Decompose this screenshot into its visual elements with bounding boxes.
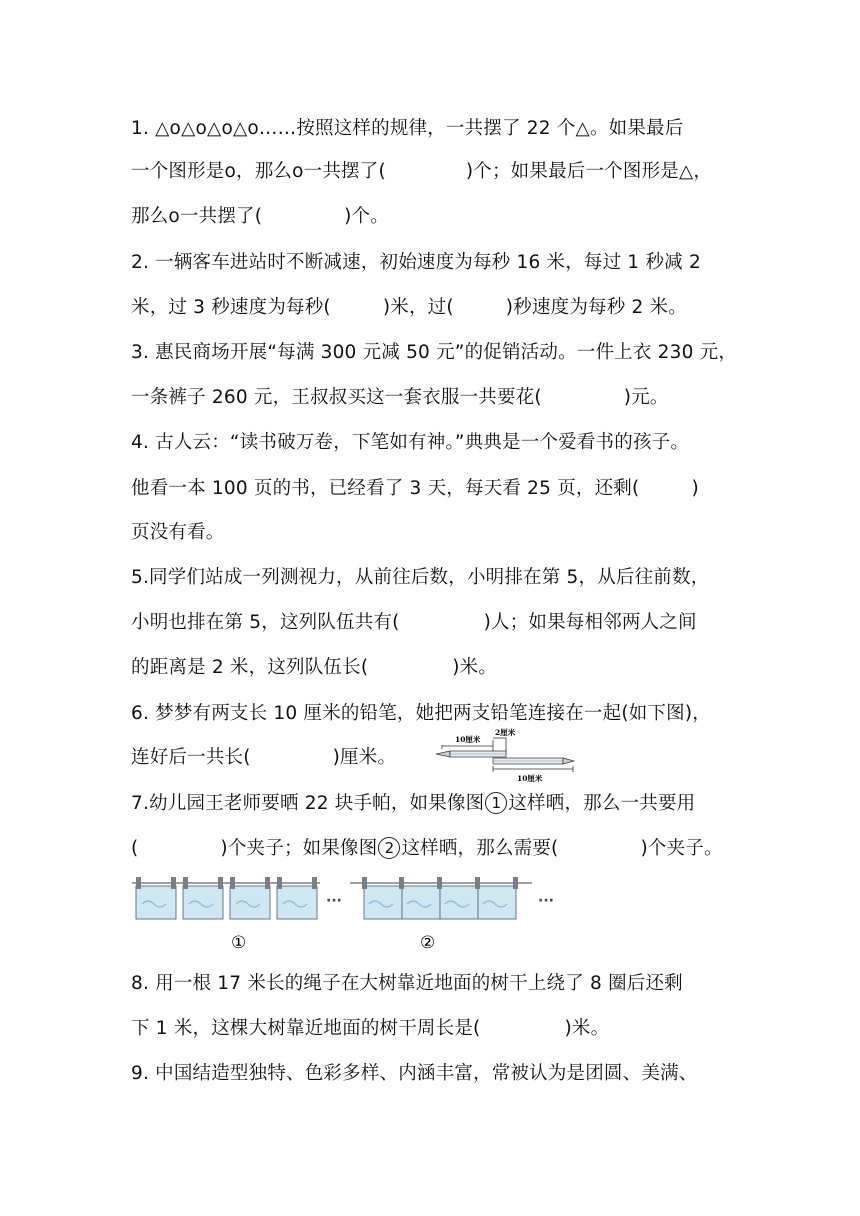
problem-4-line-1: 4. 古人云：“读书破万卷，下笔如有神。”典典是一个爱看书的孩子。 bbox=[131, 432, 690, 453]
problem-5-text: 的距离是 2 米，这列队伍长( bbox=[131, 657, 369, 678]
problem-8-line-2 bbox=[131, 1017, 741, 1041]
problem-4-line-3: 页没有看。 bbox=[131, 522, 225, 543]
problem-7-text: ( bbox=[131, 838, 139, 859]
problem-1-line-3 bbox=[131, 205, 741, 229]
problem-4-text: ) bbox=[691, 478, 699, 499]
problem-2-text: )秒速度为每秒 2 米。 bbox=[505, 297, 687, 318]
circled-number-1: 1 bbox=[485, 792, 507, 814]
problem-7-text: )个夹子。 bbox=[640, 838, 723, 859]
problem-7-line-2 bbox=[131, 837, 741, 861]
problem-6-text: )厘米。 bbox=[332, 747, 397, 768]
problem-6-text: 连好后一共长( bbox=[131, 747, 251, 768]
problem-1-text: 那么o一共摆了( bbox=[131, 206, 263, 227]
problem-3-line-2 bbox=[131, 386, 741, 410]
problem-9-line-1: 9. 中国结造型独特、色彩多样、内涵丰富，常被认为是团圆、美满、 bbox=[131, 1063, 698, 1084]
problem-1-line-1: 1. △o△o△o△o……按照这样的规律，一共摆了 22 个△。如果最后 bbox=[131, 118, 684, 139]
lower-pencil bbox=[493, 758, 574, 764]
problem-7-text: 这样晒，那么需要( bbox=[401, 838, 559, 859]
figure-2-label: ② bbox=[420, 933, 436, 953]
problem-2-text: )米，过( bbox=[382, 297, 454, 318]
problem-4-line-2 bbox=[131, 477, 741, 501]
figure-1-label: ① bbox=[231, 933, 247, 953]
pencil-overlap-label: 2厘米 bbox=[495, 728, 516, 737]
problem-5-line-1: 5.同学们站成一列测视力，从前往后数，小明排在第 5，从后往前数， bbox=[131, 567, 710, 588]
problem-5-line-3 bbox=[131, 656, 741, 680]
problem-3-line-1: 3. 惠民商场开展“每满 300 元减 50 元”的促销活动。一件上衣 230 元， bbox=[131, 342, 738, 363]
problem-1-text: )个。 bbox=[344, 206, 389, 227]
pencil-left-label: 10厘米 bbox=[455, 735, 481, 744]
problem-8-line-1: 8. 用一根 17 米长的绳子在大树靠近地面的树干上绕了 8 圈后还剩 bbox=[131, 973, 683, 994]
problem-7-text: 这样晒，那么一共要用 bbox=[508, 793, 696, 814]
problem-1-text: )个；如果最后一个图形是△， bbox=[465, 161, 713, 182]
problem-1-text: 一个图形是o，那么o一共摆了( bbox=[131, 161, 386, 182]
handkerchief-diagram bbox=[128, 870, 568, 958]
figure-2-handkerchiefs bbox=[350, 877, 554, 953]
problem-6-line-1: 6. 梦梦有两支长 10 厘米的铅笔，她把两支铅笔连接在一起(如下图)， bbox=[131, 703, 711, 724]
problem-3-text: )元。 bbox=[623, 387, 669, 408]
problem-2-text: 米，过 3 秒速度为每秒( bbox=[131, 297, 331, 318]
problem-7-text: )个夹子；如果像图 bbox=[220, 838, 378, 859]
circled-number-2: 2 bbox=[378, 837, 400, 859]
problem-5-line-2 bbox=[131, 611, 741, 635]
problem-1-line-2 bbox=[131, 160, 741, 184]
problem-8-text: 下 1 米，这棵大树靠近地面的树干周长是( bbox=[131, 1018, 481, 1039]
problem-8-text: )米。 bbox=[564, 1018, 610, 1039]
problem-4-text: 他看一本 100 页的书，已经看了 3 天，每天看 25 页，还剩( bbox=[131, 478, 640, 499]
figure-1-ellipsis: ··· bbox=[326, 893, 342, 909]
problem-3-text: 一条裤子 260 元，王叔叔买这一套衣服一共要花( bbox=[131, 387, 542, 408]
problem-2-line-1: 2. 一辆客车进站时不断减速，初始速度为每秒 16 米，每过 1 秒减 2 bbox=[131, 252, 701, 273]
problem-7-line-1 bbox=[131, 792, 741, 816]
problem-5-text: )人；如果每相邻两人之间 bbox=[483, 612, 697, 633]
pencils-diagram bbox=[436, 724, 576, 786]
upper-pencil bbox=[436, 751, 506, 757]
problem-2-line-2 bbox=[131, 296, 741, 320]
problem-7-text: 7.幼儿园王老师要晒 22 块手帕，如果像图 bbox=[131, 793, 485, 814]
problem-5-text: )米。 bbox=[452, 657, 498, 678]
figure-1-handkerchiefs bbox=[132, 877, 342, 953]
figure-2-ellipsis: ··· bbox=[538, 893, 554, 909]
pencil-bottom-label: 10厘米 bbox=[517, 774, 543, 783]
problem-5-text: 小明也排在第 5，这列队伍共有( bbox=[131, 612, 400, 633]
